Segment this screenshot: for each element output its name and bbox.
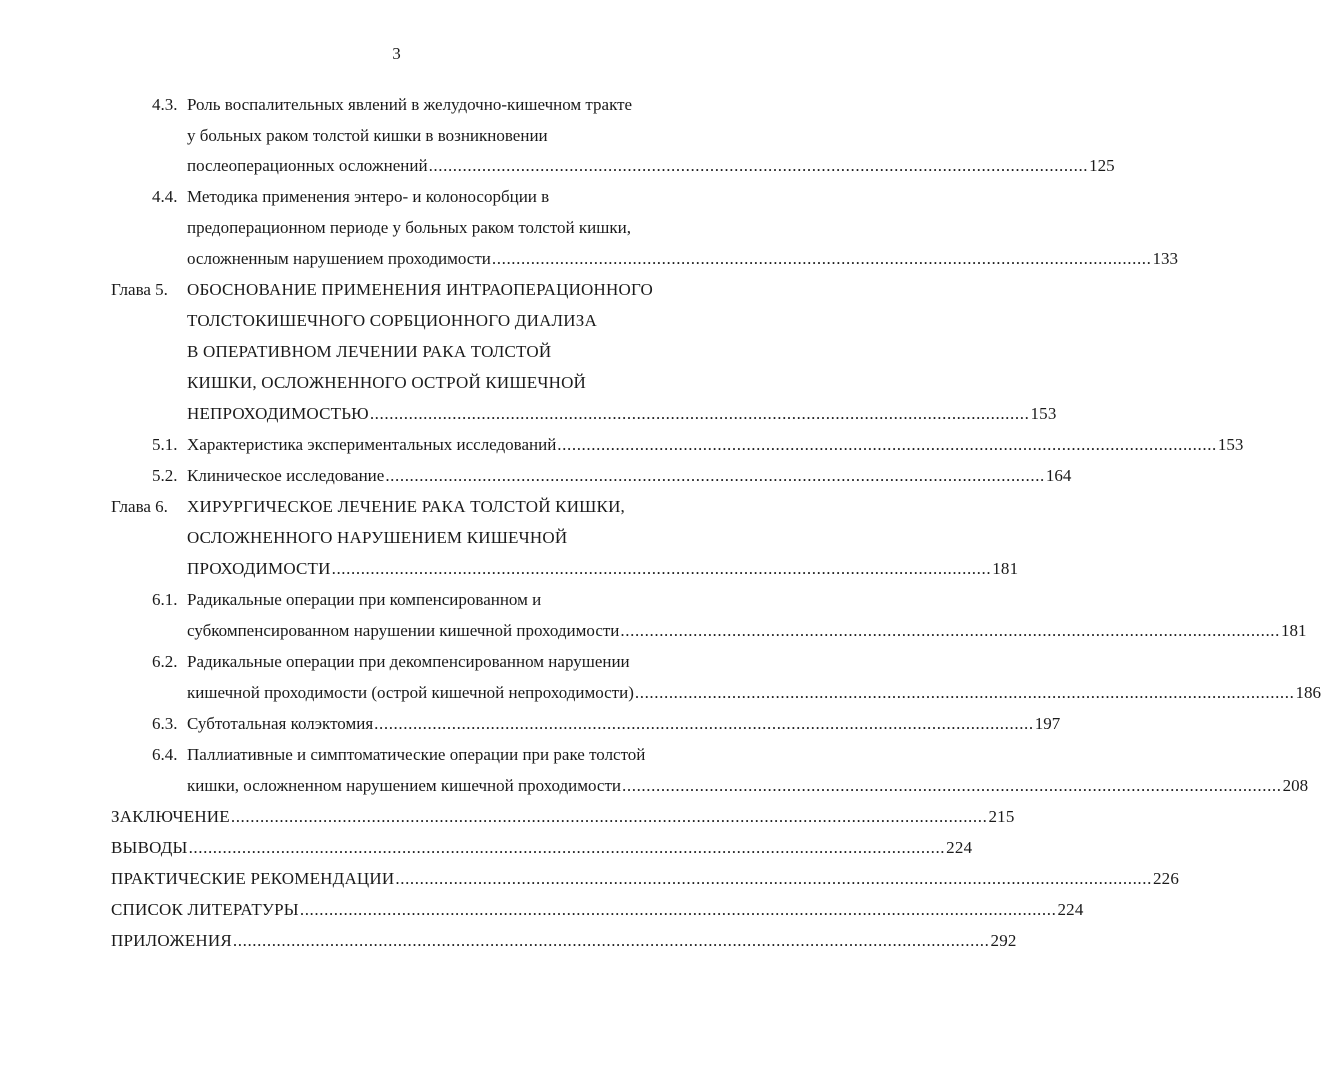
toc-entry-text: у больных раком толстой кишки в возникновении: [187, 126, 548, 145]
toc-entry-text: Субтотальная колэктомия: [187, 714, 374, 733]
toc-section-number: 4.3.: [152, 95, 178, 114]
toc-page-number: 208: [1282, 776, 1309, 795]
toc-section-number: 6.4.: [152, 745, 178, 764]
toc-section-number: 5.1.: [152, 435, 178, 454]
toc-page-number: 181: [1281, 621, 1307, 640]
toc-chapter-number: Глава 5.: [111, 280, 168, 299]
toc-entry-leader-line: [187, 615, 1307, 646]
toc-page-number: 292: [990, 931, 1017, 950]
toc-page-number: 224: [1057, 900, 1084, 919]
toc-chapter-title: ПРОХОДИМОСТИ: [187, 559, 331, 578]
toc-entry-text: Радикальные операции при декомпенсированном нарушении: [187, 652, 630, 671]
toc-page-number: 224: [946, 838, 973, 857]
toc-entry-leader-line: [187, 429, 1244, 460]
dot-leader: ........................................................................................................................................: [428, 156, 1089, 175]
dot-leader: ........................................................................................................................................: [634, 683, 1295, 702]
toc-page-number: 164: [1045, 466, 1072, 485]
dot-leader: ........................................................................................................................................: [374, 714, 1034, 733]
toc-page-number: 197: [1034, 714, 1061, 733]
toc-section-number: 4.4.: [152, 187, 178, 206]
toc-page-number: 215: [988, 807, 1015, 826]
toc-chapter-title: В ОПЕРАТИВНОМ ЛЕЧЕНИИ РАКА ТОЛСТОЙ: [187, 342, 552, 361]
dot-leader: ............................................................................................................................................................: [395, 869, 1152, 888]
toc-page-number: 125: [1089, 156, 1115, 175]
toc-entry-leader-line: [187, 460, 1072, 491]
toc-page-number: 133: [1152, 249, 1178, 268]
toc-entry-text: предоперационном периоде у больных раком толстой кишки,: [187, 218, 631, 237]
toc-entry-text: Характеристика экспериментальных исследований: [187, 435, 557, 454]
toc-entry-text: осложненным нарушением проходимости: [187, 249, 491, 268]
toc-entry-text: кишечной проходимости (острой кишечной непроходимости): [187, 683, 634, 702]
toc-entry-text: ПРИЛОЖЕНИЯ: [111, 931, 232, 950]
dot-leader: ............................................................................................................................................................: [230, 807, 988, 826]
toc-entry-leader-line: [187, 708, 1061, 739]
toc-entry-text: ВЫВОДЫ: [111, 838, 188, 857]
toc-chapter-title: ОБОСНОВАНИЕ ПРИМЕНЕНИЯ ИНТРАОПЕРАЦИОННОГО: [187, 280, 654, 299]
dot-leader: ........................................................................................................................................: [369, 404, 1030, 423]
toc-chapter-title: ХИРУРГИЧЕСКОЕ ЛЕЧЕНИЕ РАКА ТОЛСТОЙ КИШКИ,: [187, 497, 625, 516]
toc-section-number: 5.2.: [152, 466, 178, 485]
toc-entry-text: ПРАКТИЧЕСКИЕ РЕКОМЕНДАЦИИ: [111, 869, 395, 888]
dot-leader: ............................................................................................................................................................: [299, 900, 1057, 919]
toc-page-number: 181: [992, 559, 1019, 578]
toc-entry-leader-line: [187, 150, 1115, 181]
toc-section-number: 6.1.: [152, 590, 178, 609]
dot-leader: ........................................................................................................................................: [491, 249, 1152, 268]
toc-entry-text: послеоперационных осложнений: [187, 156, 428, 175]
toc-page-number: 186: [1295, 683, 1321, 702]
toc-entry-leader-line: [187, 553, 1019, 584]
dot-leader: ............................................................................................................................................................: [188, 838, 946, 857]
toc-entry-text: субкомпенсированном нарушении кишечной проходимости: [187, 621, 620, 640]
dot-leader: ........................................................................................................................................: [557, 435, 1217, 454]
toc-entry-text: ЗАКЛЮЧЕНИЕ: [111, 807, 230, 826]
toc-entry-leader-line: [187, 243, 1178, 274]
toc-entry-leader-line: [187, 770, 1309, 801]
page-number: 3: [392, 44, 401, 63]
toc-entry-text: Клиническое исследование: [187, 466, 385, 485]
toc-entry-conclusion: [111, 801, 1015, 832]
toc-entry-bibliography: [111, 894, 1084, 925]
toc-entry-leader-line: [187, 677, 1321, 708]
toc-entry-text: Роль воспалительных явлений в желудочно-кишечном тракте: [187, 95, 633, 114]
dot-leader: ........................................................................................................................................: [331, 559, 992, 578]
toc-page-number: 153: [1030, 404, 1057, 423]
toc-chapter-title: ТОЛСТОКИШЕЧНОГО СОРБЦИОННОГО ДИАЛИЗА: [187, 311, 597, 330]
dot-leader: ........................................................................................................................................: [385, 466, 1045, 485]
toc-entry-text: кишки, осложненном нарушением кишечной проходимости: [187, 776, 622, 795]
toc-chapter-title: КИШКИ, ОСЛОЖНЕННОГО ОСТРОЙ КИШЕЧНОЙ: [187, 373, 587, 392]
dot-leader: ........................................................................................................................................: [620, 621, 1280, 640]
toc-chapter-title: НЕПРОХОДИМОСТЬЮ: [187, 404, 369, 423]
toc-entry-text: Радикальные операции при компенсированном и: [187, 590, 542, 609]
toc-entry-text: Паллиативные и симптоматические операции при раке толстой: [187, 745, 646, 764]
toc-entry-appendices: [111, 925, 1017, 956]
toc-entry-text: СПИСОК ЛИТЕРАТУРЫ: [111, 900, 299, 919]
toc-chapter-number: Глава 6.: [111, 497, 168, 516]
dot-leader: ............................................................................................................................................................: [232, 931, 990, 950]
toc-entry-recommendations: [111, 863, 1180, 894]
toc-chapter-title: ОСЛОЖНЕННОГО НАРУШЕНИЕМ КИШЕЧНОЙ: [187, 528, 568, 547]
toc-page-number: 226: [1152, 869, 1180, 888]
toc-entry-leader-line: [187, 398, 1057, 429]
toc-entry-conclusions-list: [111, 832, 973, 863]
toc-entry-text: Методика применения энтеро- и колоносорбции в: [187, 187, 550, 206]
toc-section-number: 6.3.: [152, 714, 178, 733]
toc-section-number: 6.2.: [152, 652, 178, 671]
dot-leader: ........................................................................................................................................: [622, 776, 1282, 795]
toc-page-number: 153: [1217, 435, 1244, 454]
